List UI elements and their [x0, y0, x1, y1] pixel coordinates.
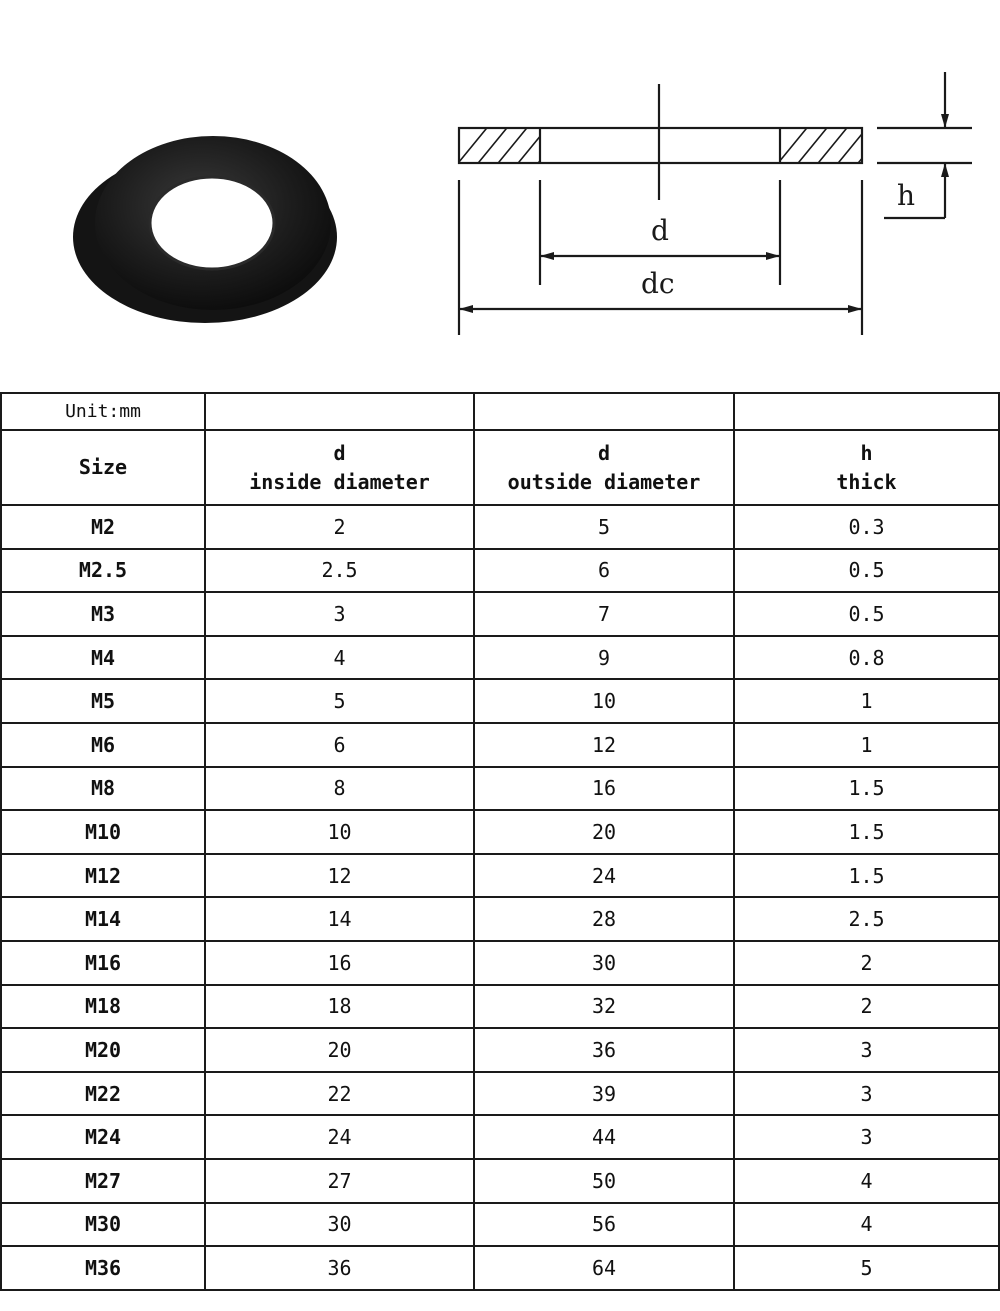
cell-outside-diameter: 20	[474, 810, 734, 854]
cell-inside-diameter: 24	[205, 1115, 474, 1159]
table-row	[1, 941, 999, 985]
header-outside-diameter	[474, 430, 734, 505]
header-symbol: d	[333, 440, 346, 465]
header-text: outside diameter	[507, 469, 701, 494]
cell-thickness: 4	[734, 1203, 999, 1247]
cell-thickness: 1	[734, 723, 999, 767]
cell-outside-diameter: 32	[474, 985, 734, 1029]
table-row	[1, 810, 999, 854]
cell-thickness: 4	[734, 1159, 999, 1203]
header-text: thick	[836, 469, 897, 494]
cell-inside-diameter: 30	[205, 1203, 474, 1247]
cell-outside-diameter: 16	[474, 767, 734, 811]
cell-inside-diameter: 2.5	[205, 549, 474, 593]
cell-outside-diameter: 6	[474, 549, 734, 593]
header-symbol: d	[597, 440, 611, 465]
cell-thickness: 2.5	[734, 897, 999, 941]
header-inside-diameter	[205, 430, 474, 505]
cell-inside-diameter: 14	[205, 897, 474, 941]
cell-outside-diameter: 36	[474, 1028, 734, 1072]
cell-size: M24	[1, 1115, 205, 1159]
cell-size: M36	[1, 1246, 205, 1290]
header-row	[1, 430, 999, 505]
cell-size: M12	[1, 854, 205, 898]
table-row	[1, 1203, 999, 1247]
cell-size: M27	[1, 1159, 205, 1203]
cell-thickness: 5	[734, 1246, 999, 1290]
table-row	[1, 985, 999, 1029]
table-row	[1, 505, 999, 549]
cell-outside-diameter: 56	[474, 1203, 734, 1247]
washer-dimension-drawing	[440, 60, 985, 345]
table-row	[1, 1159, 999, 1203]
cell-inside-diameter: 4	[205, 636, 474, 680]
cell-outside-diameter: 24	[474, 854, 734, 898]
cell-size: M6	[1, 723, 205, 767]
header-text: inside diameter	[249, 469, 430, 494]
cell-thickness: 3	[734, 1072, 999, 1116]
cell-size: M4	[1, 636, 205, 680]
label-h: h	[897, 179, 916, 212]
table-row	[1, 1246, 999, 1290]
cell-inside-diameter: 8	[205, 767, 474, 811]
cell-inside-diameter: 2	[205, 505, 474, 549]
cell-inside-diameter: 22	[205, 1072, 474, 1116]
cell-outside-diameter: 50	[474, 1159, 734, 1203]
cell-outside-diameter: 30	[474, 941, 734, 985]
cell-thickness: 0.8	[734, 636, 999, 680]
cell-size: M30	[1, 1203, 205, 1247]
cell-size: M2	[1, 505, 205, 549]
cell-outside-diameter: 39	[474, 1072, 734, 1116]
cell-inside-diameter: 27	[205, 1159, 474, 1203]
unit-label: Unit:mm	[1, 393, 205, 430]
cell-inside-diameter: 3	[205, 592, 474, 636]
unit-row	[1, 393, 999, 430]
cell-inside-diameter: 10	[205, 810, 474, 854]
cell-thickness: 1	[734, 679, 999, 723]
table-row	[1, 723, 999, 767]
cell-outside-diameter: 28	[474, 897, 734, 941]
washer-photo	[70, 125, 340, 330]
table-row	[1, 854, 999, 898]
label-dc: dc	[641, 267, 675, 300]
table-row	[1, 1115, 999, 1159]
cell-size: M22	[1, 1072, 205, 1116]
empty-cell	[734, 393, 999, 430]
cell-size: M2.5	[1, 549, 205, 593]
cell-size: M18	[1, 985, 205, 1029]
table-row	[1, 679, 999, 723]
cell-thickness: 3	[734, 1028, 999, 1072]
cell-inside-diameter: 16	[205, 941, 474, 985]
cell-outside-diameter: 12	[474, 723, 734, 767]
table-row	[1, 1028, 999, 1072]
table-row	[1, 549, 999, 593]
cell-inside-diameter: 20	[205, 1028, 474, 1072]
cell-outside-diameter: 5	[474, 505, 734, 549]
table-row	[1, 767, 999, 811]
cell-thickness: 0.3	[734, 505, 999, 549]
cell-outside-diameter: 64	[474, 1246, 734, 1290]
cell-size: M10	[1, 810, 205, 854]
cell-size: M16	[1, 941, 205, 985]
cell-inside-diameter: 5	[205, 679, 474, 723]
empty-cell	[205, 393, 474, 430]
cell-size: M5	[1, 679, 205, 723]
header-symbol: h	[860, 440, 873, 465]
cell-size: M20	[1, 1028, 205, 1072]
label-d: d	[651, 214, 669, 247]
cell-outside-diameter: 44	[474, 1115, 734, 1159]
table-row	[1, 636, 999, 680]
cell-inside-diameter: 18	[205, 985, 474, 1029]
washer-spec-table	[0, 392, 1000, 1291]
cell-size: M3	[1, 592, 205, 636]
table-row	[1, 897, 999, 941]
cell-thickness: 1.5	[734, 767, 999, 811]
cell-inside-diameter: 36	[205, 1246, 474, 1290]
cell-size: M8	[1, 767, 205, 811]
table-row	[1, 1072, 999, 1116]
cell-thickness: 3	[734, 1115, 999, 1159]
header-size	[1, 430, 205, 505]
empty-cell	[474, 393, 734, 430]
cell-thickness: 2	[734, 941, 999, 985]
cell-size: M14	[1, 897, 205, 941]
cell-thickness: 0.5	[734, 592, 999, 636]
header-thickness	[734, 430, 999, 505]
cell-outside-diameter: 7	[474, 592, 734, 636]
table-row	[1, 592, 999, 636]
product-header	[0, 0, 1000, 392]
cell-thickness: 1.5	[734, 810, 999, 854]
cell-outside-diameter: 10	[474, 679, 734, 723]
cell-inside-diameter: 12	[205, 854, 474, 898]
cell-outside-diameter: 9	[474, 636, 734, 680]
cell-thickness: 2	[734, 985, 999, 1029]
cell-inside-diameter: 6	[205, 723, 474, 767]
cell-thickness: 0.5	[734, 549, 999, 593]
cell-thickness: 1.5	[734, 854, 999, 898]
header-size-label: Size	[78, 455, 128, 479]
